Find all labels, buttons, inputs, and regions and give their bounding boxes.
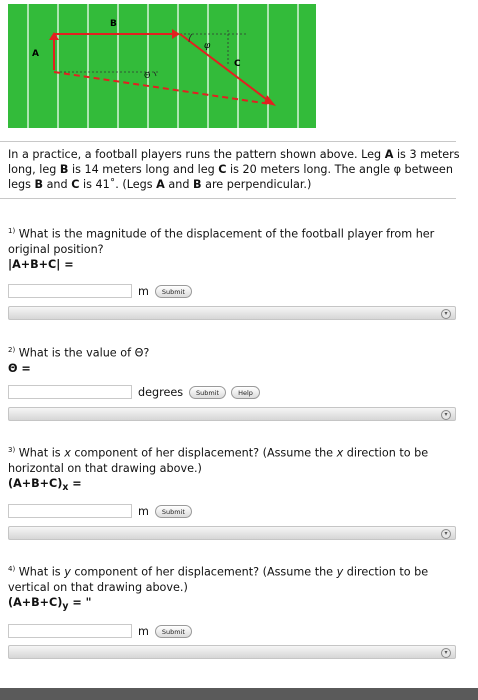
answer-input-3[interactable] <box>8 504 132 518</box>
expand-arrow-icon[interactable]: ▾ <box>441 410 451 420</box>
answer-input-4[interactable] <box>8 624 132 638</box>
football-pattern-figure <box>8 4 316 128</box>
feedback-bar-1[interactable] <box>8 306 456 320</box>
question-number: 3) <box>8 446 16 454</box>
question-formula: $(A+B+C)_y$ = " <box>8 595 92 612</box>
expand-arrow-icon[interactable]: ▾ <box>441 648 451 658</box>
question-2 <box>8 343 464 376</box>
question-3: $^{3)}$ What is x component of her displacement? (Assume the x direction to be horizontal on that drawing above.) $(A+B+C)_x$ = <box>8 446 429 493</box>
divider-top <box>0 141 456 142</box>
unit-label: m <box>138 504 149 518</box>
help-button-2[interactable]: Help <box>231 386 260 399</box>
submit-button-4[interactable]: Submit <box>155 625 192 638</box>
problem-statement: In a practice, a football players runs the pattern shown above. Leg A is 3 meters long, leg B is 14 meters long and leg C is 20 meters long. The angle φ between legs B and C is 41˚. (Legs A and B are perpendicular.) <box>8 148 460 191</box>
question-text: What is the value of Θ? <box>18 346 150 360</box>
label-theta: Θ <box>144 71 151 80</box>
answer-input-2[interactable] <box>8 385 132 399</box>
question-4: $^{4)}$ What is y component of her displacement? (Assume the y direction to be vertical on that drawing above.) $(A+B+C)_y$ = " <box>8 565 429 612</box>
label-b: B <box>110 19 117 29</box>
feedback-bar-2[interactable] <box>8 407 456 421</box>
question-text: What is the magnitude of the displacement of the football player from her original position? <box>8 227 435 256</box>
answer-row-1 <box>8 282 197 300</box>
answer-row-3 <box>8 502 197 520</box>
feedback-bar-4[interactable] <box>8 645 456 659</box>
question-number: 1) <box>8 227 16 235</box>
unit-label: degrees <box>138 385 184 399</box>
divider-intro <box>0 198 456 199</box>
unit-label: m <box>138 624 149 638</box>
question-formula: |A+B+C| = <box>8 257 74 271</box>
answer-row-4 <box>8 622 197 640</box>
submit-button-2[interactable]: Submit <box>189 386 226 399</box>
label-a: A <box>32 49 39 59</box>
submit-button-1[interactable]: Submit <box>155 285 192 298</box>
label-phi: φ <box>204 41 211 51</box>
answer-input-1[interactable] <box>8 284 132 298</box>
question-formula: $(A+B+C)_x$ = <box>8 476 82 493</box>
bottom-bar <box>0 688 478 700</box>
question-number: 2) <box>8 346 16 354</box>
question-formula: Θ = <box>8 361 31 375</box>
answer-row-2 <box>8 383 265 401</box>
expand-arrow-icon[interactable]: ▾ <box>441 529 451 539</box>
unit-label: m <box>138 284 149 298</box>
feedback-bar-3[interactable] <box>8 526 456 540</box>
question-number: 4) <box>8 565 16 573</box>
label-c: C <box>234 59 241 69</box>
question-1 <box>8 224 464 272</box>
submit-button-3[interactable]: Submit <box>155 505 192 518</box>
expand-arrow-icon[interactable]: ▾ <box>441 309 451 319</box>
